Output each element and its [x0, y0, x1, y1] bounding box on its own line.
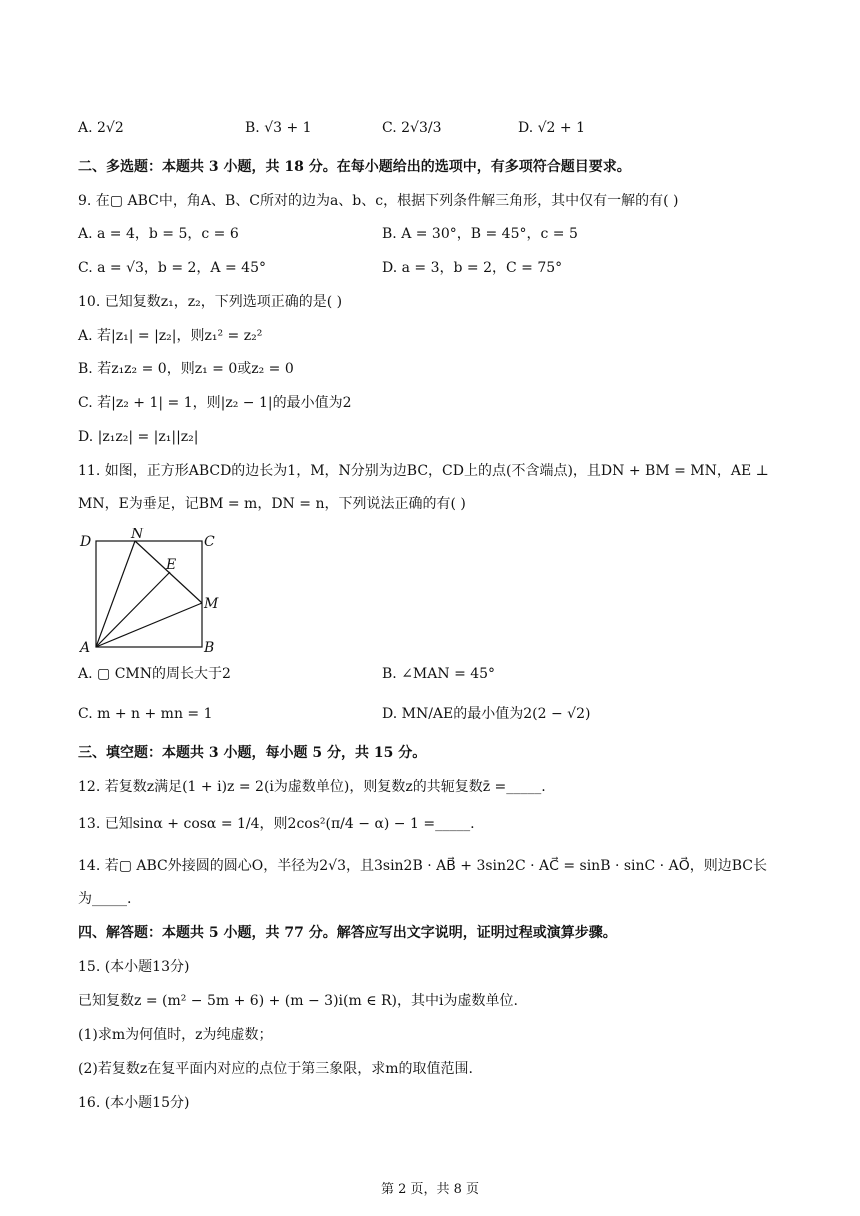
square-figure — [78, 528, 228, 653]
section-3-heading: 三、填空题：本题共 3 小题，每小题 5 分，共 15 分。 — [78, 745, 427, 761]
section-4-heading: 四、解答题：本题共 5 小题，共 77 分。解答应写出文字说明，证明过程或演算步骤。 — [78, 925, 617, 941]
q11-option-d: D. MN/AE的最小值为2(2 − √2) — [382, 706, 591, 722]
q9-option-d: D. a = 3，b = 2，C = 75° — [382, 260, 563, 276]
q11-stem-line1: 11. 如图，正方形ABCD的边长为1，M，N分别为边BC，CD上的点(不含端点)，且DN + BM = MN，AE ⊥ — [78, 463, 769, 479]
q11-option-a: A. ▢ CMN的周长大于2 — [78, 666, 231, 682]
q11-stem-line2: MN，E为垂足，记BM = m，DN = n，下列说法正确的有( ) — [78, 496, 466, 512]
q13: 13. 已知sinα + cosα = 1/4，则2cos²(π/4 − α) − 1 =_____. — [78, 816, 475, 832]
label-b: B — [204, 640, 215, 653]
q8-option-b: B. √3 + 1 — [245, 120, 312, 136]
q10-option-b: B. 若z₁z₂ = 0，则z₁ = 0或z₂ = 0 — [78, 361, 294, 377]
q10-option-a: A. 若|z₁| = |z₂|，则z₁² = z₂² — [78, 328, 263, 344]
q15-stem: 已知复数z = (m² − 5m + 6) + (m − 3)i(m ∈ R)，其中i为虚数单位. — [78, 993, 518, 1009]
q10-stem: 10. 已知复数z₁，z₂，下列选项正确的是( ) — [78, 294, 343, 310]
segment-an — [96, 541, 135, 647]
label-n: N — [131, 528, 144, 542]
page-footer: 第 2 页，共 8 页 — [380, 1182, 480, 1197]
q15-title: 15. (本小题13分) — [78, 959, 190, 975]
q14-line2: 为_____. — [78, 891, 132, 907]
q15-part2: (2)若复数z在复平面内对应的点位于第三象限，求m的取值范围. — [78, 1061, 473, 1077]
q8-option-c: C. 2√3/3 — [382, 120, 442, 136]
q10-option-d: D. |z₁z₂| = |z₁||z₂| — [78, 429, 199, 445]
q8-option-a: A. 2√2 — [78, 120, 124, 136]
q8-option-d: D. √2 + 1 — [518, 120, 585, 136]
q9-option-b: B. A = 30°，B = 45°，c = 5 — [382, 226, 578, 242]
q12: 12. 若复数z满足(1 + i)z = 2(i为虚数单位)，则复数z的共轭复数z̄ =_____. — [78, 779, 546, 795]
q11-option-c: C. m + n + mn = 1 — [78, 706, 213, 722]
q9-stem: 9. 在▢ ABC中，角A、B、C所对的边为a、b、c，根据下列条件解三角形，其中仅有一解的有( ) — [78, 193, 679, 209]
segment-ae — [96, 572, 170, 647]
q16-title: 16. (本小题15分) — [78, 1095, 190, 1111]
label-e: E — [166, 557, 177, 573]
label-a: A — [80, 640, 91, 653]
label-d: D — [80, 534, 92, 550]
label-c: C — [204, 534, 215, 550]
q10-option-c: C. 若|z₂ + 1| = 1，则|z₂ − 1|的最小值为2 — [78, 395, 352, 411]
q11-option-b: B. ∠MAN = 45° — [382, 666, 496, 682]
q15-part1: (1)求m为何值时，z为纯虚数； — [78, 1027, 273, 1043]
section-2-heading: 二、多选题：本题共 3 小题，共 18 分。在每小题给出的选项中，有多项符合题目要求。 — [78, 159, 631, 175]
q9-option-c: C. a = √3，b = 2，A = 45° — [78, 260, 266, 276]
q14-line1: 14. 若▢ ABC外接圆的圆心O，半径为2√3，且3sin2B · AB⃗ + 3sin2C · AC⃗ = sinB · sinC · AO⃗，则边BC长 — [78, 858, 767, 874]
label-m: M — [204, 596, 219, 612]
q9-option-a: A. a = 4，b = 5，c = 6 — [78, 226, 239, 242]
segment-am — [96, 603, 202, 647]
